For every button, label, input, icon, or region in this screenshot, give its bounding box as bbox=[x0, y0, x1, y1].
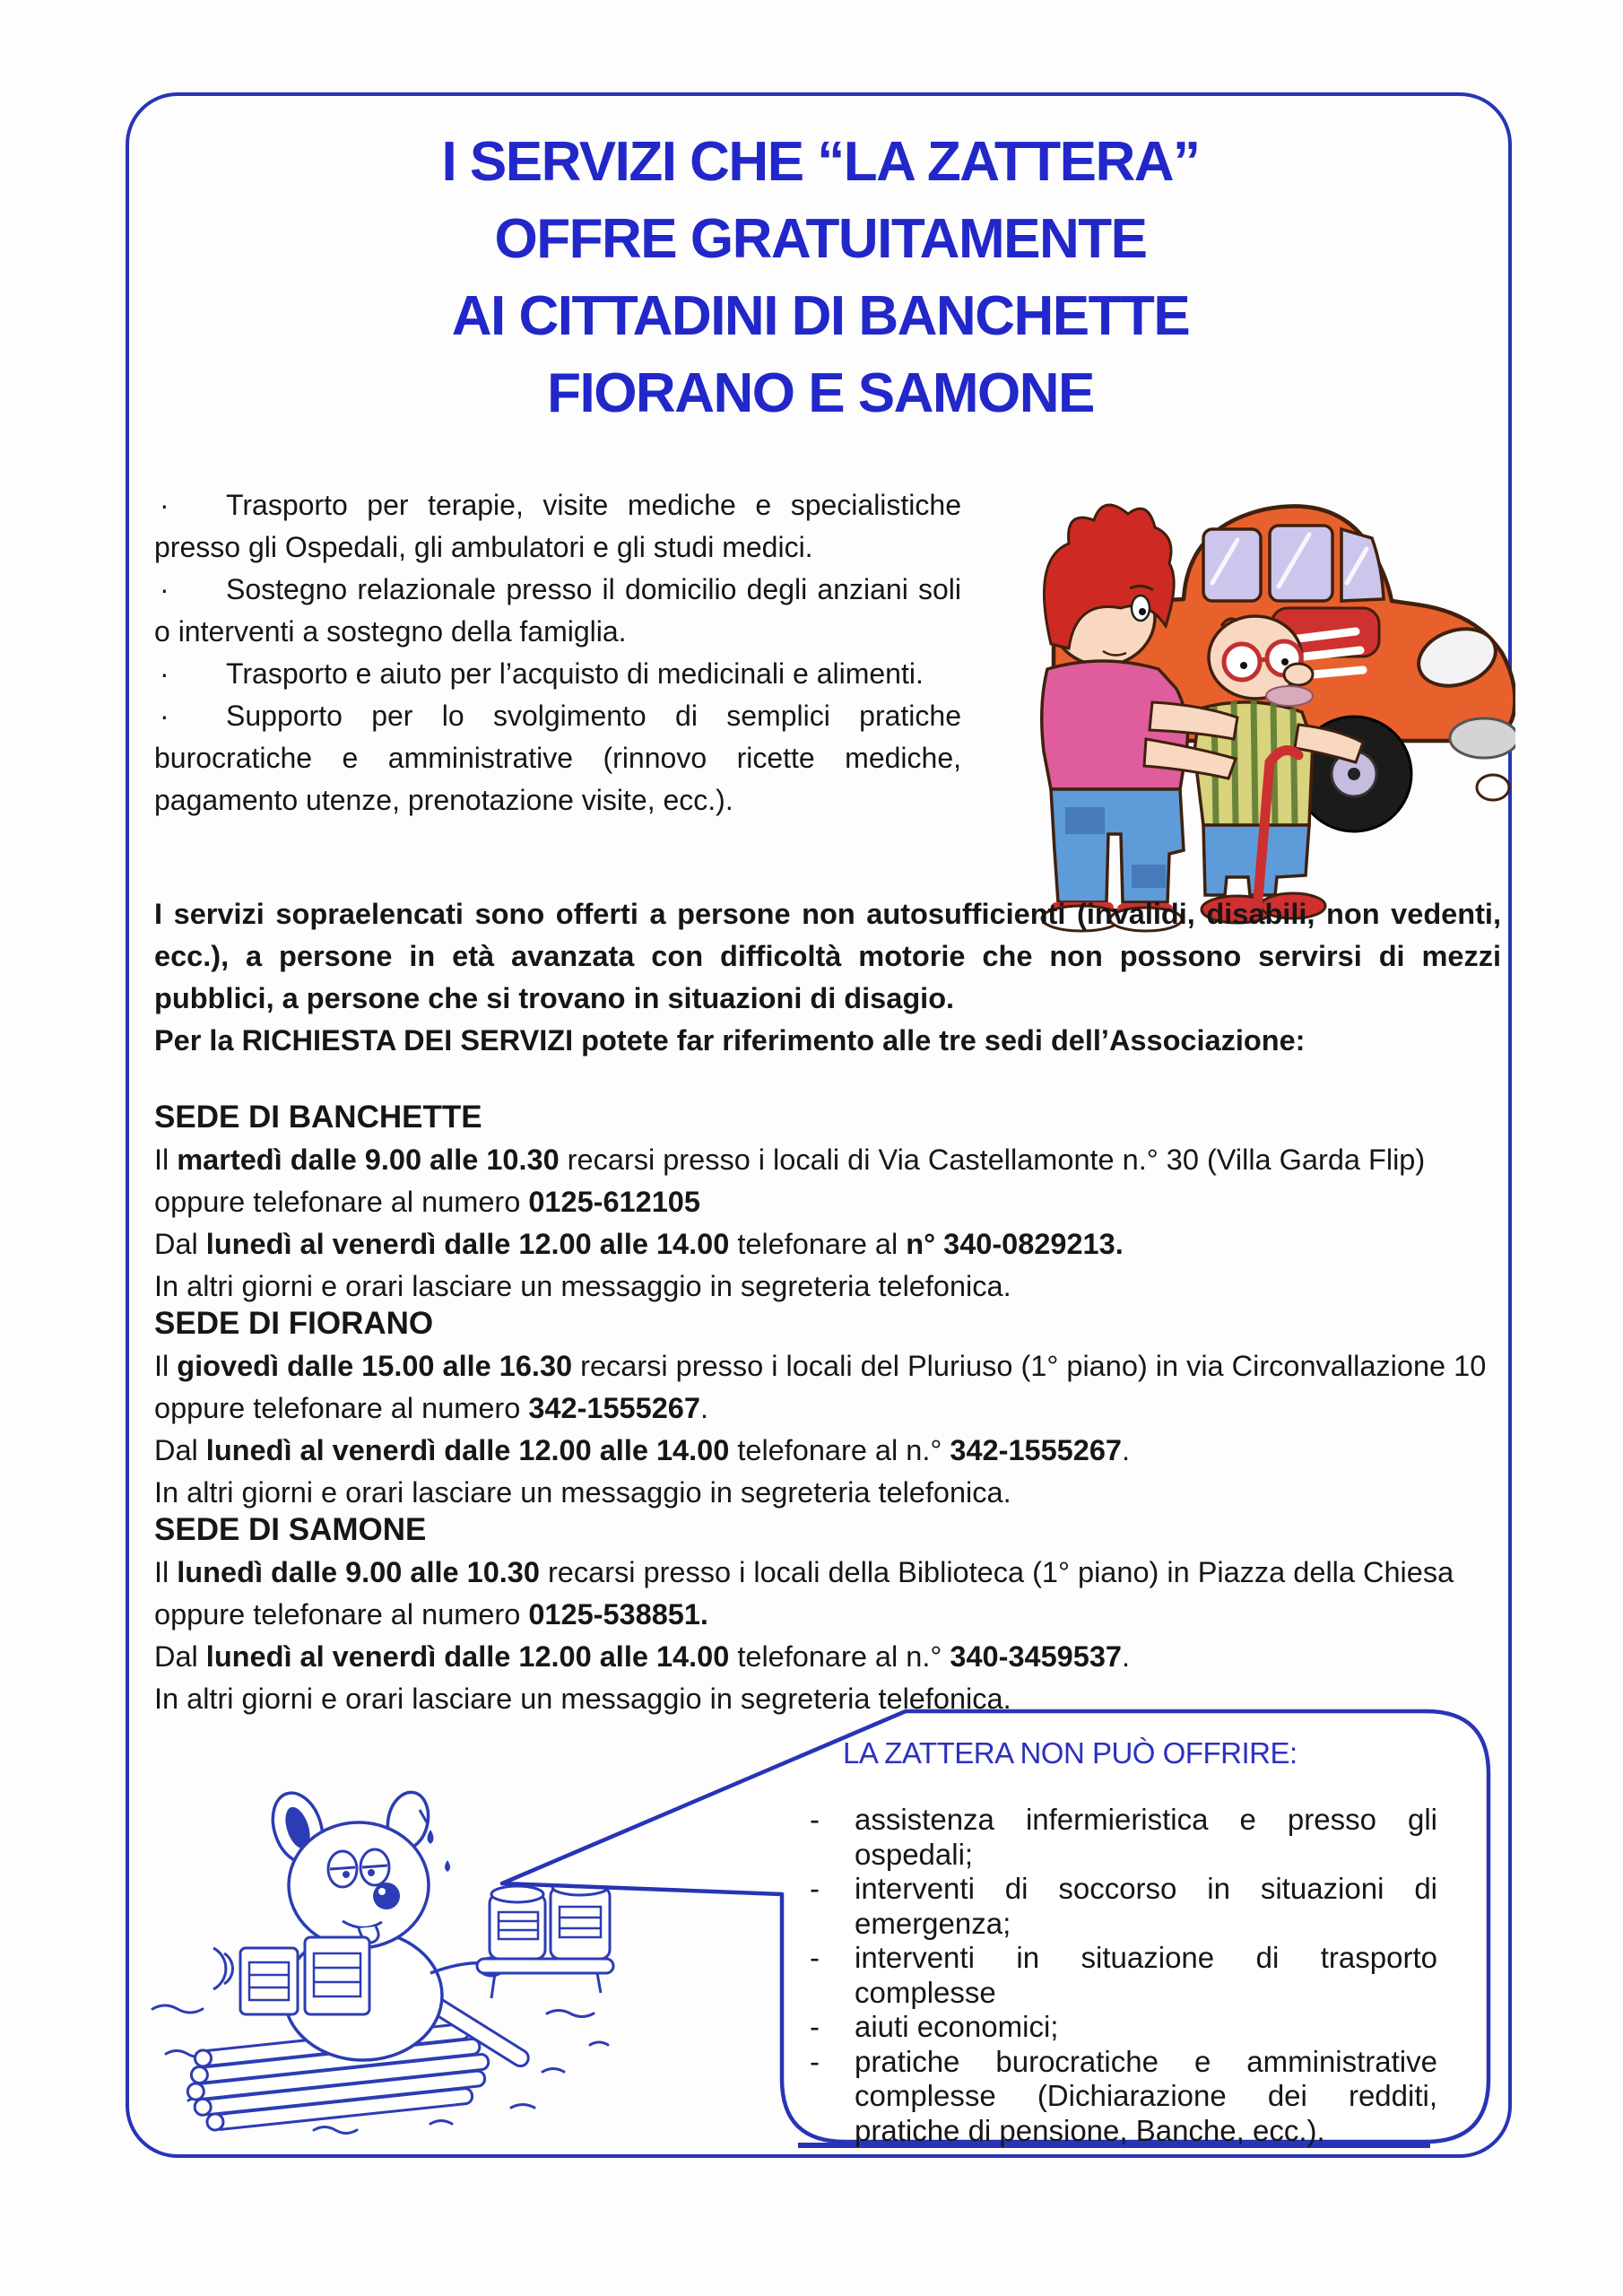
sede-line: Dal lunedì al venerdì dalle 12.00 alle 14.00 telefonare al n° 340-0829213. bbox=[154, 1228, 1124, 1260]
section-heading: SEDE DI FIORANO bbox=[154, 1306, 434, 1341]
services-list bbox=[154, 484, 961, 822]
flyer-title bbox=[161, 124, 1480, 432]
service-item: · Sostegno relazionale presso il domicilio degli anziani soli o interventi a sostegno della famiglia. bbox=[154, 569, 961, 653]
sede-line: In altri giorni e orari lasciare un messaggio in segreteria telefonica. bbox=[154, 1476, 1011, 1509]
title-line: FIORANO E SAMONE bbox=[547, 362, 1094, 424]
section-heading: SEDE DI BANCHETTE bbox=[154, 1100, 482, 1135]
bubble-item: - interventi in situazione di trasporto complesse bbox=[810, 1941, 1437, 2009]
sede-section-samone bbox=[154, 1509, 1503, 1720]
sede-line: In altri giorni e orari lasciare un messaggio in segreteria telefonica. bbox=[154, 1270, 1011, 1302]
sede-section-banchette bbox=[154, 1096, 1503, 1308]
bullet-dot: · bbox=[160, 657, 169, 690]
bubble-item: - pratiche burocratiche e amministrative complesse (Dichiarazione dei redditi, pratiche di pensione, Banche, ecc.). bbox=[810, 2044, 1437, 2147]
sede-section-fiorano bbox=[154, 1302, 1503, 1514]
dash-marker: - bbox=[810, 2010, 820, 2043]
title-line: I SERVIZI CHE “LA ZATTERA” bbox=[441, 131, 1200, 193]
title-line: OFFRE GRATUITAMENTE bbox=[494, 208, 1147, 270]
sede-line: Il martedì dalle 9.00 alle 10.30 recarsi presso i locali di Via Castellamonte n.° 30 (Villa Garda Flip) oppure telefonare al numero 0125-612105 bbox=[154, 1144, 1426, 1218]
title-line: AI CITTADINI DI BANCHETTE bbox=[451, 285, 1190, 347]
sede-line: In altri giorni e orari lasciare un messaggio in segreteria telefonica. bbox=[154, 1683, 1011, 1715]
dash-marker: - bbox=[810, 1941, 820, 1974]
bubble-item: - assistenza infermieristica e presso gli ospedali; bbox=[810, 1803, 1437, 1871]
intro-paragraph bbox=[154, 893, 1501, 1062]
sede-line: Il giovedì dalle 15.00 alle 16.30 recarsi presso i locali del Pluriuso (1° piano) in via Circonvallazione 10 oppure telefonare al numero 342-1555267. bbox=[154, 1350, 1487, 1424]
dash-marker: - bbox=[810, 1803, 820, 1836]
sede-line: Dal lunedì al venerdì dalle 12.00 alle 14.00 telefonare al n.° 340-3459537. bbox=[154, 1640, 1130, 1673]
section-heading: SEDE DI SAMONE bbox=[154, 1512, 427, 1547]
bubble-item: - aiuti economici; bbox=[810, 2010, 1059, 2043]
bubble-title: LA ZATTERA NON PUÒ OFFRIRE: bbox=[843, 1736, 1298, 1770]
sede-line: Il lunedì dalle 9.00 alle 10.30 recarsi presso i locali della Biblioteca (1° piano) in Piazza della Chiesa oppure telefonare al numero 0125-538851. bbox=[154, 1556, 1454, 1631]
service-item: · Supporto per lo svolgimento di semplici pratiche burocratiche e amministrative (rinnovo ricette mediche, pagamento utenze, prenotazione visite, ecc.). bbox=[154, 695, 961, 822]
dash-marker: - bbox=[810, 1872, 820, 1905]
intro-request-line: Per la RICHIESTA DEI SERVIZI potete far riferimento alle tre sedi dell’Associazione: bbox=[154, 1024, 1306, 1057]
bubble-item: - interventi di soccorso in situazioni di emergenza; bbox=[810, 1872, 1437, 1940]
bullet-dot: · bbox=[160, 489, 169, 521]
dash-marker: - bbox=[810, 2044, 820, 2078]
service-item: · Trasporto e aiuto per l’acquisto di medicinali e alimenti. bbox=[154, 653, 961, 695]
sede-line: Dal lunedì al venerdì dalle 12.00 alle 14.00 telefonare al n.° 342-1555267. bbox=[154, 1434, 1130, 1466]
car-assistance-illustration bbox=[968, 474, 1515, 940]
intro-text: I servizi sopraelencati sono offerti a persone non autosufficienti (invalidi, disabili, non vedenti, ecc.), a persone in età avanzata con difficoltà motorie che non possono servirsi di mezzi pubblici, a persone che si trovano in situazioni di disagio. bbox=[154, 898, 1501, 1014]
bubble-list bbox=[810, 1803, 1437, 2148]
service-item: · Trasporto per terapie, visite mediche e specialistiche presso gli Ospedali, gli ambulatori e gli studi medici. bbox=[154, 484, 961, 569]
bullet-dot: · bbox=[160, 700, 169, 732]
bullet-dot: · bbox=[160, 573, 169, 605]
